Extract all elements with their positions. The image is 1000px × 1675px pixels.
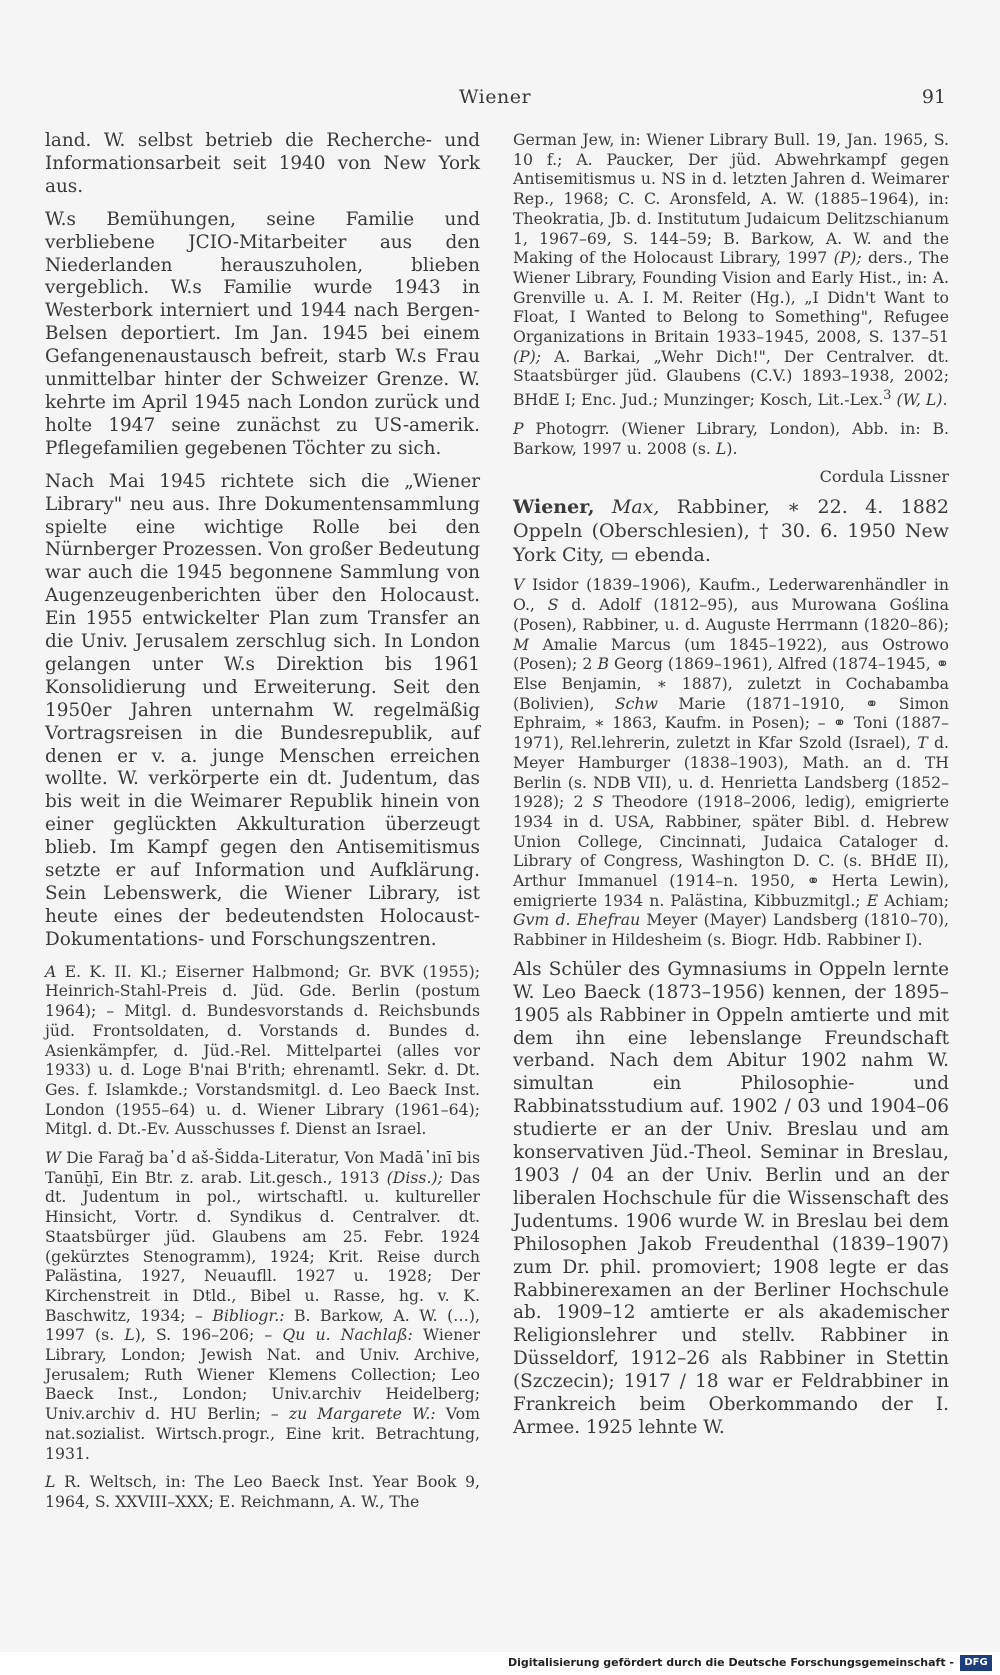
running-header <box>44 86 946 114</box>
section-label: L <box>45 1472 56 1492</box>
left-column <box>45 130 480 1521</box>
funding-notice: Digitalisierung gefördert durch die Deutsche Forschungsgemeinschaft - <box>507 1656 954 1669</box>
literature-continued: German Jew, in: Wiener Library Bull. 19, Jan. 1965, S. 10 f.; A. Paucker, Der jüd. Abwehrkampf gegen Antisemitismus u. NS in d. letzten Jahren d. Weimarer Rep., 1968; C. C. Aronsfeld, A. W. (1885–1964), in: Theokratia, Jb. d. Institutum Judaicum Delitzschianum 1, 1967–69, S. 144–59; B. Barkow, A. W. and the Making of the Holocaust Library, 1997 (P); ders., The Wiener Library, Founding Vision and Early Hist., in: A. Grenville u. A. I. M. Reiter (Hg.), „I Didn't Want to Float, I Wanted to Belong to Something", Refugee Organizations in Britain 1933–1945, 2008, S. 137–51 (P); A. Barkai, „Wehr Dich!", Der Centralver. dt. Staatsbürger jüd. Glaubens (C.V.) 1893–1938, 2002; BHdE I; Enc. Jud.; Munzinger; Kosch, Lit.-Lex.$^3$ (W, L). <box>513 130 949 410</box>
genealogy-section: V Isidor (1839–1906), Kaufm., Lederwarenhändler in O., S d. Adolf (1812–95), aus Murowana Goślina (Posen), Rabbiner, u. d. Auguste Herrmann (1820–86); M Amalie Marcus (um 1845–1922), aus Ostrowo (Posen); 2 B Georg (1869–1961), Alfred (1874–1945, ⚭ Else Benjamin, ∗ 1887), zuletzt in Cochabamba (Bolivien), Schw Marie (1871–1910, ⚭ Simon Ephraim, ∗ 1863, Kaufm. in Posen); – ⚭ Toni (1887–1971), Rel.lehrerin, zuletzt in Kfar Szold (Israel), T d. Meyer Hamburger (1838–1903), Math. an d. TH Berlin (s. NDB VII), u. d. Henrietta Landsberg (1852–1928); 2 S Theodore (1918–2006, ledig), emigrierte 1934 in d. USA, Rabbiner, später Bibl. d. Hebrew Union College, Cincinnati, Judaica Cataloger d. Library of Congress, Washington D. C. (s. BHdE II), Arthur Immanuel (1914–n. 1950, ⚭ Herta Lewin), emigrierte 1934 n. Palästina, Kibbuzmitgl.; E Achiam; Gvm d. Ehefrau Meyer (Mayer) Landsberg (1810–70), Rabbiner in Hildesheim (s. Biogr. Hdb. Rabbiner I). <box>513 575 950 950</box>
running-head-title: Wiener <box>458 86 532 108</box>
right-column <box>513 130 949 1450</box>
entry-surname: Wiener, <box>513 496 595 519</box>
footer-bar <box>0 1652 1000 1675</box>
works-section: W Die Farağ ba῾d aš-Šidda-Literatur, Von Madā᾿inī bis Tanūḫī, Ein Btr. z. arab. Lit.gesch., 1913 (Diss.); Das dt. Judentum in pol., wirtschaftl. u. kultureller Hinsicht, Vortr. d. Syndikus d. Centralver. dt. Staatsbürger jüd. Glaubens am 25. Febr. 1924 (gekürztes Stenogramm), 1924; Krit. Reise durch Palästina, 1927, Neuaufll. 1927 u. 1928; Der Kirchenstreit in Dtld., Bibel u. Rasse, hg. v. K. Baschwitz, 1934; – Bibliogr.: B. Barkow, A. W. (…), 1997 (s. L), S. 196–206; – Qu u. Nachlaß: Wiener Library, London; Jewish Nat. and Univ. Archive, Jerusalem; Ruth Wiener Klemens Collection; Leo Baeck Inst., London; Univ.archiv Heidelberg; Univ.archiv d. HU Berlin; – zu Margarete W.: Vom nat.sozialist. Wirtsch.progr., Eine krit. Betrachtung, 1931. <box>45 1148 481 1463</box>
section-label: W <box>45 1148 62 1168</box>
awards-section: A E. K. II. Kl.; Eiserner Halbmond; Gr. BVK (1955); Heinrich-Stahl-Preis d. Jüd. Gde. Berlin (postum 1964); – Mitgl. d. Bundesvorstands d. Reichsbunds jüd. Frontsoldaten, d. Vorstands d. Bundes d. Asienkämpfer, d. Jüd.-Rel. Mittelpartei (alles vor 1933) u. d. Loge B'nai B'rith; ehrenamtl. Sekr. d. Dt. Ges. f. Islamkde.; Vorstandsmitgl. d. Leo Baeck Inst. London (1955–64) u. d. Wiener Library (1961–64); Mitgl. d. Dt.-Ev. Ausschusses f. Dienst an Israel. <box>45 961 480 1139</box>
page-number: 91 <box>921 86 946 108</box>
body-paragraph: Nach Mai 1945 richtete sich die „Wiener Library" neu aus. Ihre Dokumentensammlung spielte eine wichtige Rolle bei den Nürnberger Prozessen. Von großer Bedeutung war auch die 1945 begonnene Sammlung von Augenzeugenberichten über den Holocaust. Ein 1955 entwickelter Plan zum Transfer an die Univ. Jerusalem zerschlug sich. In London gelangen unter W.s Direktion bis 1961 Konsolidierung und Erweiterung. Seit den 1950er Jahren unternahm W. regelmäßig Vortragsreisen in die Bundesrepublik, auf denen er v. a. junge Menschen erreichen wollte. W. verkörperte ein dt. Judentum, das bis weit in die Weimarer Republik hinein von einer geglückten Akkulturation überzeugt blieb. Im Kampf gegen den Antisemitismus setzte er auf Information und Aufklärung. Sein Lebenswerk, die Wiener Library, ist heute eines der bedeutendsten Holocaust-Dokumentations- und Forschungszentren. <box>45 470 480 950</box>
author-signature: Cordula Lissner <box>819 467 949 487</box>
entry-heading: Wiener, Max, Rabbiner, ∗ 22. 4. 1882 Oppeln (Oberschlesien), † 30. 6. 1950 New York City, ▭ ebenda. <box>513 496 950 567</box>
photo-section: P Photogrr. (Wiener Library, London), Abb. in: B. Barkow, 1997 u. 2008 (s. L). <box>513 419 949 458</box>
entry-given-name: Max, <box>611 496 660 519</box>
body-paragraph: Als Schüler des Gymnasiums in Oppeln lernte W. Leo Baeck (1873–1956) kennen, der 1895–1905 als Rabbiner in Oppeln amtierte und mit dem ihn eine lebenslange Freundschaft verband. Nach dem Abitur 1902 nahm W. simultan ein Philosophie- und Rabbinatsstudium auf. 1902 / 03 und 1904–06 studierte er an der Univ. Breslau und am konservativen Jüd.-Theol. Seminar in Breslau, 1903 / 04 an der Univ. Berlin und an der liberalen Hochschule für die Wissenschaft des Judentums. 1906 wurde W. in Breslau bei dem Philosophen Jakob Freudenthal (1839–1907) zum Dr. phil. promoviert; 1908 legte er das Rabbinerexamen an der Berliner Hochschule ab. 1909–12 amtierte er als akademischer Religionslehrer und stellv. Rabbiner in Düsseldorf, 1912–26 als Rabbiner in Stettin (Szczecin); 1917 / 18 war er Feldrabbiner in Frankreich beim Oberkommando der I. Armee. 1925 lehnte W. <box>513 958 949 1438</box>
dfg-logo: DFG <box>960 1655 992 1671</box>
section-label: P <box>513 419 524 439</box>
literature-section: L R. Weltsch, in: The Leo Baeck Inst. Year Book 9, 1964, S. XXVIII–XXX; E. Reichmann, A. W., The <box>45 1472 480 1511</box>
section-label: A <box>45 961 57 981</box>
body-paragraph: W.s Bemühungen, seine Familie und verbliebene JCIO-Mitarbeiter aus den Niederlanden herauszuholen, blieben vergeblich. W.s Familie wurde 1943 in Westerbork interniert und 1944 nach Bergen-Belsen deportiert. Im Jan. 1945 bei einem Gefangenenaustausch befreit, starb W.s Frau unmittelbar hinter der Schweizer Grenze. W. kehrte im April 1945 nach London zurück und holte 1947 seine zunächst zu US-amerik. Pflegefamilien gegebenen Töchter zu sich. <box>45 208 480 459</box>
body-paragraph: land. W. selbst betrieb die Recherche- und Informationsarbeit seit 1940 von New York aus. <box>45 130 480 197</box>
